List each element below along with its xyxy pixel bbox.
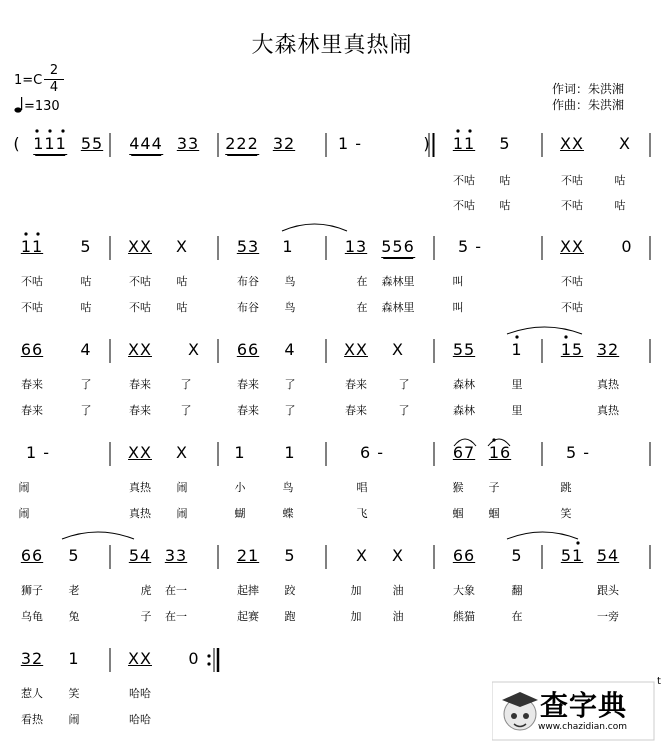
- lyric-syllable: 咕: [499, 174, 511, 187]
- note-group: 32: [596, 340, 620, 359]
- lyric-syllable: 笑: [560, 507, 572, 520]
- octave-dot: [456, 129, 459, 132]
- note-group: 1 -: [25, 443, 51, 462]
- lyric-syllable: 不咕: [453, 174, 475, 187]
- lyric-syllable: 惹人: [21, 687, 43, 700]
- note-group: 21: [236, 546, 260, 565]
- lyric-syllable: 蝴: [234, 507, 246, 520]
- note-group: 32: [272, 134, 296, 153]
- lyric-syllable: 森林: [453, 404, 475, 417]
- lyric-syllable: 鸟: [282, 481, 294, 494]
- octave-dot: [35, 129, 38, 132]
- lyric-syllable: 起摔: [237, 584, 259, 597]
- lyric-syllable: 鸟: [284, 275, 296, 288]
- lyric-syllable: 飞: [356, 507, 368, 520]
- lyric-syllable: 加: [350, 584, 362, 597]
- lyric-syllable: 跑: [284, 610, 296, 623]
- lyric-syllable: 布谷: [237, 301, 259, 314]
- lyric-syllable: 老: [68, 584, 80, 597]
- note-group: 5: [80, 237, 92, 256]
- lyric-syllable: 叫: [452, 275, 464, 288]
- note-group: 66: [236, 340, 260, 359]
- lyric-syllable: 叫: [452, 301, 464, 314]
- note-group: 1: [234, 443, 246, 462]
- composer-credit: 作曲：朱洪湘: [552, 98, 625, 112]
- lyric-syllable: 了: [398, 378, 410, 391]
- logo-tail: t: [657, 676, 661, 687]
- lyric-syllable: 真热: [129, 507, 151, 520]
- lyric-syllable: 兔: [68, 610, 80, 623]
- note-group: X: [176, 443, 188, 462]
- key-signature: 1=C: [14, 73, 43, 88]
- lyric-syllable: 蝶: [282, 507, 294, 520]
- lyric-syllable: 了: [284, 404, 296, 417]
- lyric-syllable: 翻: [511, 584, 523, 597]
- note-group: X: [176, 237, 188, 256]
- lyric-syllable: 不咕: [561, 174, 583, 187]
- note-group: 66: [20, 546, 44, 565]
- lyric-syllable: 唱: [356, 481, 368, 494]
- note-group: 111: [33, 134, 67, 153]
- lyric-syllable: 春来: [21, 378, 43, 391]
- lyric-syllable: 加: [350, 610, 362, 623]
- lyric-syllable: 跳: [560, 481, 572, 494]
- lyric-syllable: 布谷: [237, 275, 259, 288]
- lyric-syllable: 在: [356, 275, 368, 288]
- note-group: 66: [452, 546, 476, 565]
- lyric-syllable: 熊猫: [453, 610, 475, 623]
- note-group: 222: [225, 134, 259, 153]
- lyric-syllable: 真热: [597, 378, 619, 391]
- lyric-syllable: 了: [180, 404, 192, 417]
- note-group: X: [356, 546, 368, 565]
- note-group: 15: [560, 340, 584, 359]
- lyric-syllable: 大象: [453, 584, 475, 597]
- note-group: 5: [284, 546, 296, 565]
- note-group: 11: [452, 134, 476, 153]
- song-title: 大森林里真热闹: [251, 33, 413, 58]
- lyric-syllable: 在: [511, 610, 523, 623]
- lyric-syllable: 闹: [176, 481, 188, 494]
- lyric-syllable: 不咕: [129, 275, 151, 288]
- lyric-syllable: 狮子: [21, 584, 43, 597]
- lyric-syllable: 咕: [80, 275, 92, 288]
- note-group: 1: [68, 649, 80, 668]
- octave-dot: [207, 654, 210, 657]
- note-group: 33: [176, 134, 200, 153]
- octave-dot: [61, 129, 64, 132]
- note-group: 51: [560, 546, 584, 565]
- logo-text: 查字典: [540, 689, 628, 722]
- lyric-syllable: 在: [356, 301, 368, 314]
- note-group: 13: [344, 237, 368, 256]
- note-group: 32: [20, 649, 44, 668]
- lyric-syllable: 森林里: [381, 301, 415, 314]
- slur: [507, 532, 578, 539]
- octave-dot: [515, 335, 518, 338]
- lyric-syllable: 在一: [165, 584, 187, 597]
- note-group: XX: [560, 134, 584, 153]
- note-group: 5: [68, 546, 80, 565]
- note-group: X: [619, 134, 631, 153]
- note-group: 5: [511, 546, 523, 565]
- lyric-syllable: 春来: [237, 404, 259, 417]
- note-group: 33: [164, 546, 188, 565]
- note-group: 67: [452, 443, 476, 462]
- note-group: 1: [511, 340, 523, 359]
- lyric-syllable: 一旁: [597, 610, 619, 623]
- lyric-syllable: 子: [488, 481, 500, 494]
- note-group: 1: [282, 237, 294, 256]
- lyric-syllable: 哈哈: [129, 713, 151, 726]
- lyric-syllable: 春来: [345, 378, 367, 391]
- lyric-syllable: 春来: [129, 404, 151, 417]
- lyric-syllable: 咕: [176, 301, 188, 314]
- note-group: 5 -: [565, 443, 591, 462]
- octave-dot: [24, 232, 27, 235]
- lyric-syllable: 森林里: [381, 275, 415, 288]
- logo-url: www.chazidian.com: [538, 722, 628, 732]
- octave-dot: [48, 129, 51, 132]
- lyric-syllable: 蝈: [452, 507, 464, 520]
- octave-dot: [576, 541, 579, 544]
- lyric-syllable: 看热: [21, 713, 43, 726]
- note-group: 11: [20, 237, 44, 256]
- lyric-syllable: 真热: [129, 481, 151, 494]
- note-group: ): [423, 134, 431, 153]
- lyric-syllable: 不咕: [129, 301, 151, 314]
- note-group: 6 -: [359, 443, 385, 462]
- lyric-syllable: 春来: [345, 404, 367, 417]
- tempo-value: =130: [24, 99, 60, 114]
- note-group: 1: [284, 443, 296, 462]
- lyric-syllable: 不咕: [561, 275, 583, 288]
- octave-dot: [207, 662, 210, 665]
- lyric-syllable: 咕: [176, 275, 188, 288]
- octave-dot: [492, 438, 495, 441]
- slur: [62, 532, 134, 539]
- note-group: 1 -: [337, 134, 363, 153]
- lyric-syllable: 起赛: [237, 610, 259, 623]
- note-group: XX: [344, 340, 368, 359]
- note-group: XX: [128, 443, 152, 462]
- note-group: XX: [560, 237, 584, 256]
- note-group: X: [392, 546, 404, 565]
- lyric-syllable: 春来: [237, 378, 259, 391]
- note-group: X: [392, 340, 404, 359]
- lyric-syllable: 在一: [165, 610, 187, 623]
- lyric-syllable: 闹: [18, 481, 30, 494]
- note-group: 4: [284, 340, 296, 359]
- slur: [282, 224, 347, 231]
- meter-top: 2: [49, 63, 59, 78]
- lyric-syllable: 不咕: [453, 199, 475, 212]
- lyric-syllable: 蝈: [488, 507, 500, 520]
- note-group: XX: [128, 340, 152, 359]
- note-group: 5: [499, 134, 511, 153]
- lyric-syllable: 咕: [499, 199, 511, 212]
- lyric-syllable: 咕: [614, 174, 626, 187]
- note-group: 55: [452, 340, 476, 359]
- note-group: 4: [80, 340, 92, 359]
- octave-dot: [564, 335, 567, 338]
- note-group: 0: [621, 237, 633, 256]
- note-group: 54: [128, 546, 152, 565]
- note-group: 444: [129, 134, 163, 153]
- lyric-syllable: 虎: [140, 584, 152, 597]
- lyric-syllable: 不咕: [561, 301, 583, 314]
- note-group: 66: [20, 340, 44, 359]
- lyric-syllable: 油: [392, 610, 404, 623]
- lyric-syllable: 了: [284, 378, 296, 391]
- note-group: XX: [128, 649, 152, 668]
- lyric-syllable: 跤: [284, 584, 296, 597]
- meter-bottom: 4: [49, 80, 59, 95]
- lyric-syllable: 闹: [68, 713, 80, 726]
- note-group: 0: [188, 649, 200, 668]
- lyric-syllable: 闹: [18, 507, 30, 520]
- lyric-syllable: 子: [140, 610, 152, 623]
- lyric-syllable: 不咕: [21, 275, 43, 288]
- lyric-syllable: 不咕: [21, 301, 43, 314]
- lyric-syllable: 里: [511, 404, 523, 417]
- lyric-syllable: 乌龟: [21, 610, 43, 623]
- lyric-syllable: 鸟: [284, 301, 296, 314]
- lyric-syllable: 猴: [452, 481, 464, 494]
- lyric-syllable: 了: [80, 404, 92, 417]
- lyric-syllable: 不咕: [561, 199, 583, 212]
- slur: [507, 327, 582, 334]
- note-group: (: [13, 134, 21, 153]
- note-group: 53: [236, 237, 260, 256]
- lyricist-credit: 作词：朱洪湘: [552, 82, 625, 96]
- octave-dot: [36, 232, 39, 235]
- note-group: 5 -: [457, 237, 483, 256]
- lyric-syllable: 了: [180, 378, 192, 391]
- lyric-syllable: 小: [234, 481, 246, 494]
- octave-dot: [468, 129, 471, 132]
- lyric-syllable: 真热: [597, 404, 619, 417]
- lyric-syllable: 咕: [614, 199, 626, 212]
- lyric-syllable: 春来: [129, 378, 151, 391]
- lyric-syllable: 了: [80, 378, 92, 391]
- note-group: 556: [381, 237, 415, 256]
- lyric-syllable: 咕: [80, 301, 92, 314]
- lyric-syllable: 闹: [176, 507, 188, 520]
- note-group: X: [188, 340, 200, 359]
- note-group: 55: [80, 134, 104, 153]
- lyric-syllable: 哈哈: [129, 687, 151, 700]
- lyric-syllable: 油: [392, 584, 404, 597]
- lyric-syllable: 森林: [453, 378, 475, 391]
- note-group: XX: [128, 237, 152, 256]
- note-group: 54: [596, 546, 620, 565]
- lyric-syllable: 了: [398, 404, 410, 417]
- lyric-syllable: 春来: [21, 404, 43, 417]
- lyric-syllable: 跟头: [597, 584, 619, 597]
- note-group: 16: [488, 443, 512, 462]
- lyric-syllable: 里: [511, 378, 523, 391]
- lyric-syllable: 笑: [68, 687, 80, 700]
